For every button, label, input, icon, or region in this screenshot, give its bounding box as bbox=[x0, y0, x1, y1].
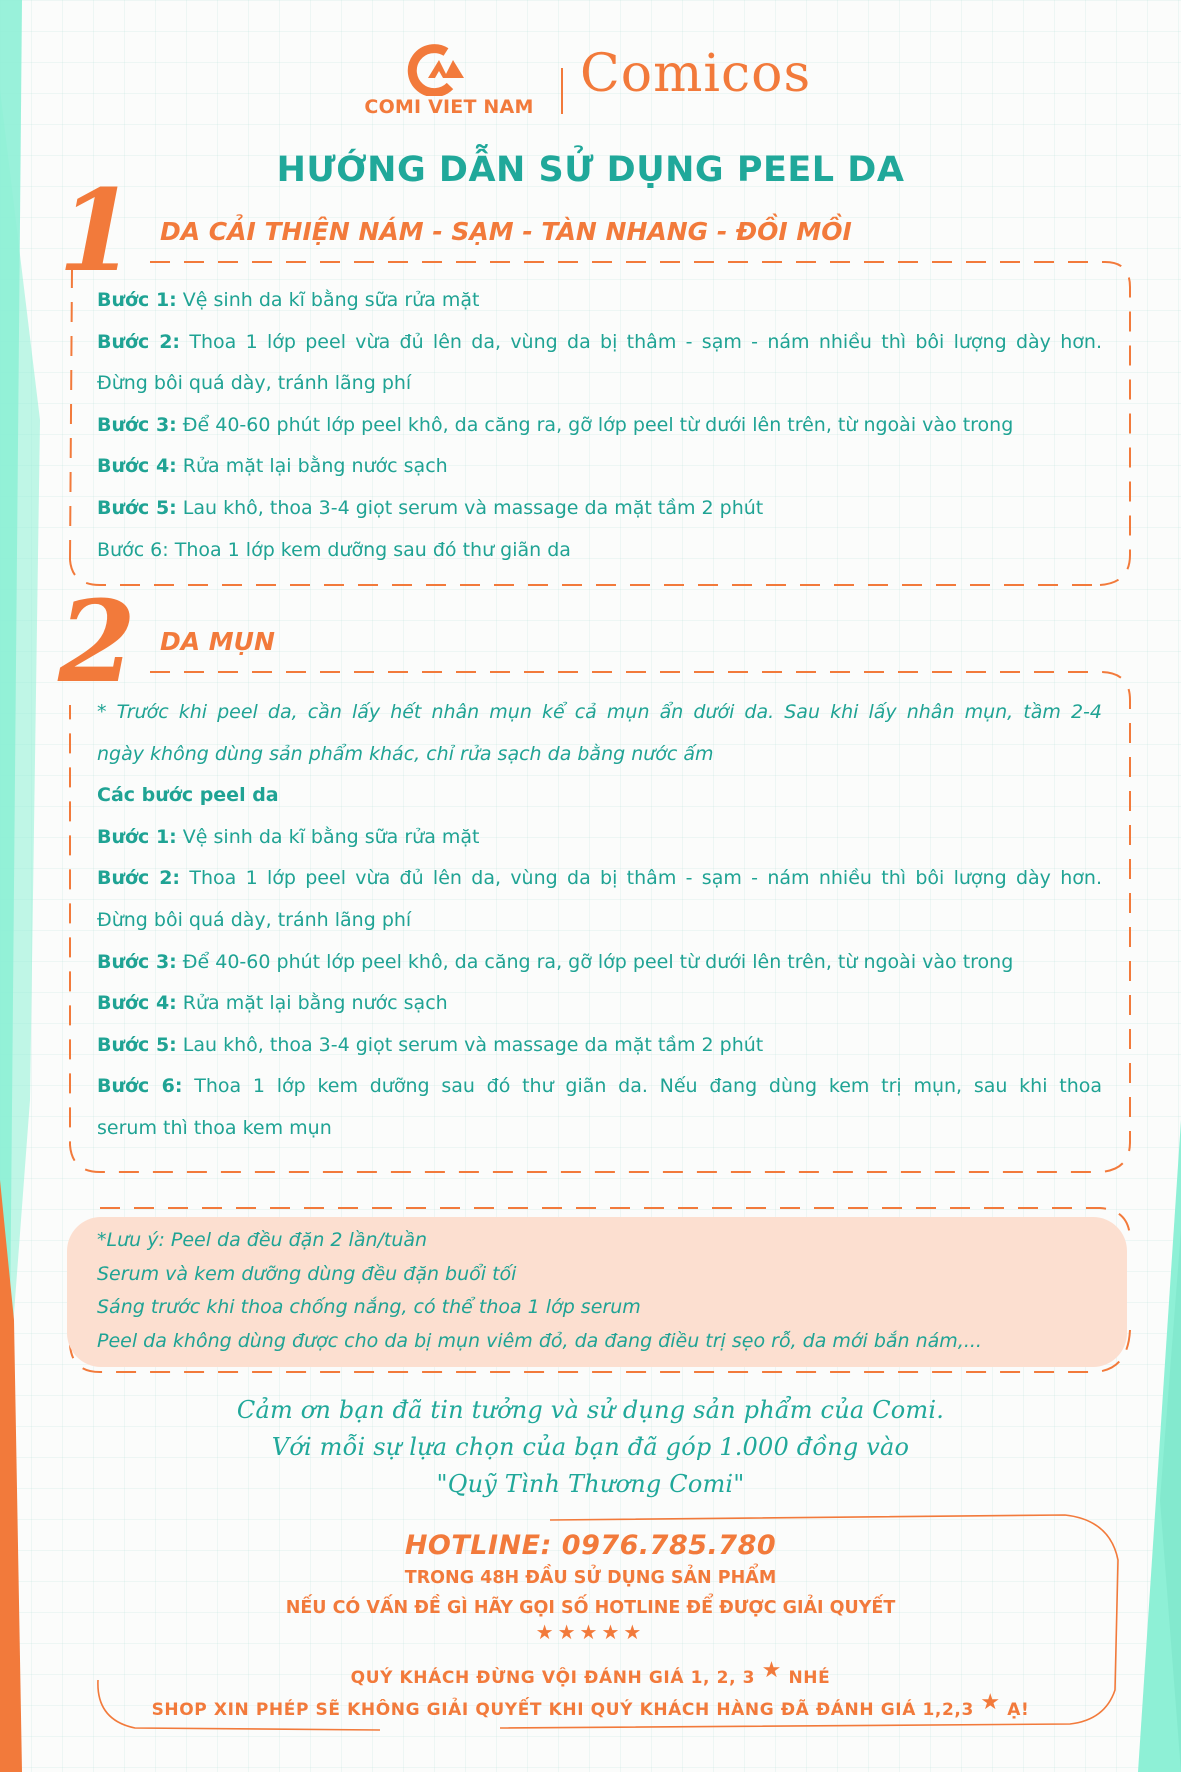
step-line: serum thì thoa kem mụn bbox=[97, 1116, 332, 1139]
rating-warning-1: QUÝ KHÁCH ĐỪNG VỘI ĐÁNH GIÁ 1, 2, 3 ★ NHÉ bbox=[350, 1658, 831, 1688]
step-line: Bước 5: Lau khô, thoa 3-4 giọt serum và massage da mặt tầm 2 phút bbox=[97, 1033, 764, 1056]
section-1-number: 1 bbox=[58, 166, 136, 297]
step-line: Bước 1: Vệ sinh da kĩ bằng sữa rửa mặt bbox=[97, 825, 480, 848]
step-line: Bước 4: Rửa mặt lại bằng nước sạch bbox=[97, 455, 448, 478]
thanks-line-2: Với mỗi sự lựa chọn của bạn đã góp 1.000 đồng vào bbox=[271, 1433, 910, 1461]
step-line: Bước 6: Thoa 1 lớp kem dưỡng sau đó thư giãn da bbox=[97, 538, 571, 561]
brand-name: Comicos bbox=[580, 44, 812, 104]
note-lines bbox=[97, 1224, 982, 1358]
step-line: Bước 3: Để 40-60 phút lớp peel khô, da căng ra, gỡ lớp peel từ dưới lên trên, từ ngoài vào trong bbox=[97, 950, 1014, 973]
section-1-steps bbox=[97, 280, 1102, 571]
rating-warning-2: SHOP XIN PHÉP SẼ KHÔNG GIẢI QUYẾT KHI QUÝ KHÁCH HÀNG ĐÃ ĐÁNH GIÁ 1,2,3 ★ Ạ! bbox=[151, 1690, 1030, 1720]
logo-text: COMI VIET NAM bbox=[364, 96, 534, 118]
step-line: Bước 1: Vệ sinh da kĩ bằng sữa rửa mặt bbox=[97, 289, 480, 311]
intro-line: * Trước khi peel da, cần lấy hết nhân mụn kể cả mụn ẩn dưới da. Sau khi lấy nhân mụn, tầm 2-4 bbox=[97, 701, 1102, 723]
header bbox=[0, 38, 1181, 118]
step-line: Bước 2: Thoa 1 lớp peel vừa đủ lên da, vùng da bị thâm - sạm - nám nhiều thì bôi lượng dày hơn. bbox=[97, 330, 1102, 353]
step-line: Đừng bôi quá dày, tránh lãng phí bbox=[97, 908, 412, 931]
page-title: HƯỚNG DẪN SỬ DỤNG PEEL DA bbox=[276, 150, 905, 190]
step-line: Đừng bôi quá dày, tránh lãng phí bbox=[97, 372, 412, 395]
step-line: Bước 4: Rửa mặt lại bằng nước sạch bbox=[97, 992, 448, 1015]
note-line: Peel da không dùng được cho da bị mụn viêm đỏ, da đang điều trị sẹo rỗ, da mới bắn nám,... bbox=[97, 1329, 982, 1352]
intro-line: ngày không dùng sản phẩm khác, chỉ rửa sạch da bằng nước ấm bbox=[97, 742, 714, 765]
hotline[interactable]: HOTLINE: 0976.785.780 bbox=[404, 1530, 777, 1561]
thanks-line-1: Cảm ơn bạn đã tin tưởng và sử dụng sản phẩm của Comi. bbox=[236, 1396, 945, 1424]
step-line: Bước 3: Để 40-60 phút lớp peel khô, da căng ra, gỡ lớp peel từ dưới lên trên, từ ngoài vào trong bbox=[97, 413, 1014, 436]
section-2-heading: DA MỤN bbox=[160, 627, 275, 656]
section-2-steps bbox=[97, 692, 1102, 1150]
steps-heading: Các bước peel da bbox=[97, 784, 279, 807]
step-line: Bước 6: Thoa 1 lớp kem dưỡng sau đó thư giãn da. Nếu đang dùng kem trị mụn, sau khi thoa bbox=[97, 1075, 1102, 1098]
star-icon: ★ bbox=[761, 1658, 782, 1683]
thanks-line-3: "Quỹ Tình Thương Comi" bbox=[436, 1470, 745, 1498]
step-line: Bước 5: Lau khô, thoa 3-4 giọt serum và massage da mặt tầm 2 phút bbox=[97, 496, 764, 519]
five-star-icon: ★★★★★ bbox=[535, 1620, 646, 1644]
footer-subtitle-2: NẾU CÓ VẤN ĐỀ GÌ HÃY GỌI SỐ HOTLINE ĐỂ ĐƯỢC GIẢI QUYẾT bbox=[285, 1598, 896, 1618]
note-line: Serum và kem dưỡng dùng đều đặn buổi tối bbox=[97, 1262, 517, 1285]
header-divider bbox=[561, 68, 563, 114]
star-icon: ★ bbox=[980, 1690, 1001, 1715]
note-line: Sáng trước khi thoa chống nắng, có thể thoa 1 lớp serum bbox=[97, 1296, 641, 1318]
step-line: Bước 2: Thoa 1 lớp peel vừa đủ lên da, vùng da bị thâm - sạm - nám nhiều thì bôi lượng dày hơn. bbox=[97, 867, 1102, 890]
section-1-heading: DA CẢI THIỆN NÁM - SẠM - TÀN NHANG - ĐỒI MỒI bbox=[160, 217, 852, 246]
footer-subtitle-1: TRONG 48H ĐẦU SỬ DỤNG SẢN PHẨM bbox=[404, 1568, 777, 1588]
note-line: *Lưu ý: Peel da đều đặn 2 lần/tuần bbox=[97, 1229, 428, 1251]
section-2-number: 2 bbox=[58, 577, 136, 708]
comi-logo-icon bbox=[406, 44, 468, 96]
